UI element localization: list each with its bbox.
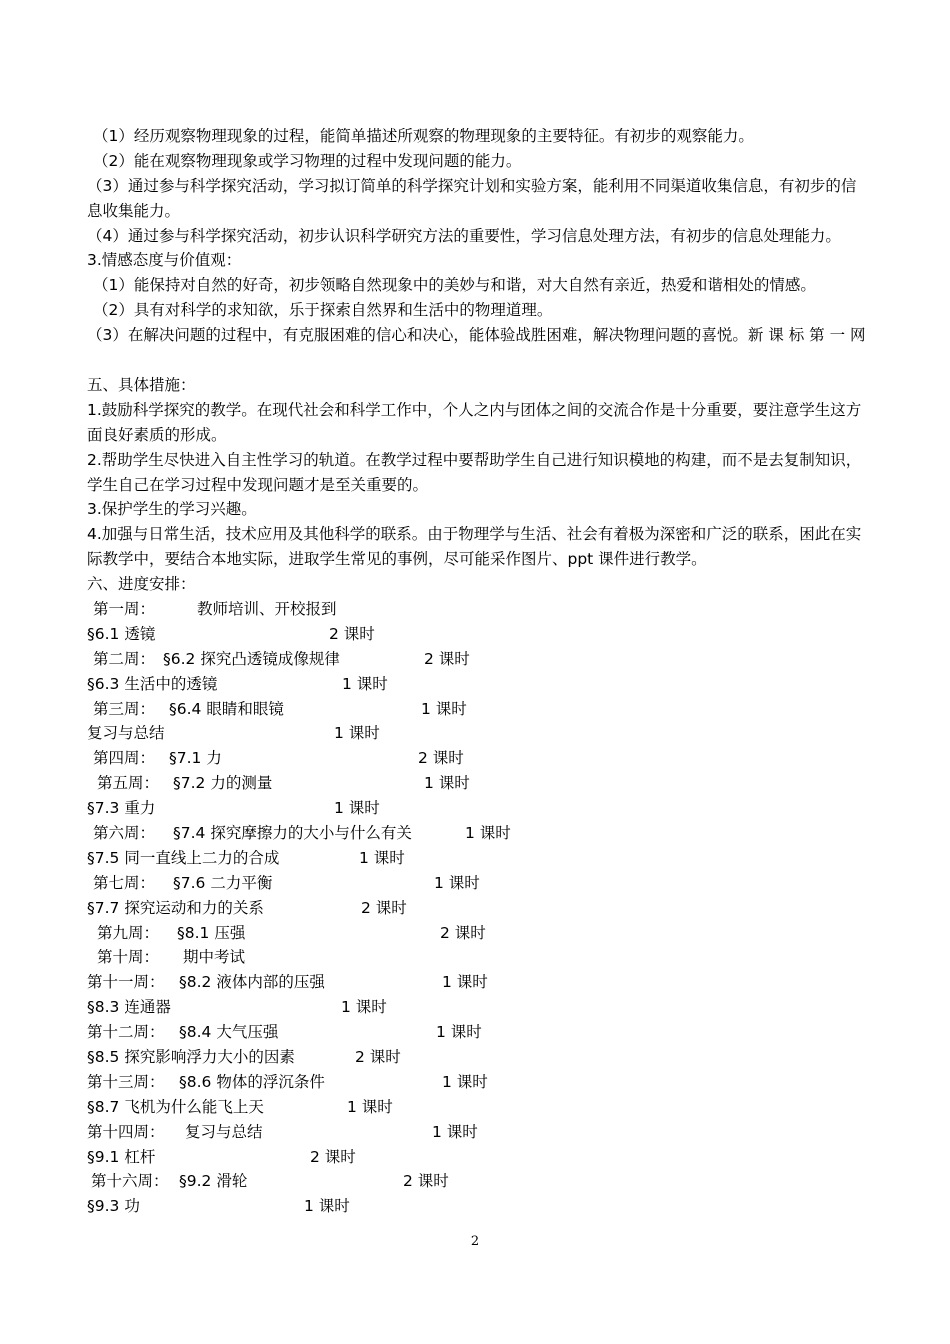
schedule-hours: 1 课时 xyxy=(434,873,480,892)
schedule-week: 第二周： xyxy=(93,649,156,668)
schedule-topic: §9.3 功 xyxy=(87,1197,140,1216)
schedule-row xyxy=(87,921,869,946)
page-content xyxy=(87,124,869,1219)
schedule-topic: §9.2 滑轮 xyxy=(179,1172,248,1191)
schedule-topic: §8.7 飞机为什么能飞上天 xyxy=(87,1097,264,1116)
schedule-hours: 2 课时 xyxy=(424,649,470,668)
schedule-hours: 1 课时 xyxy=(347,1097,393,1116)
schedule-week: 第十一周： xyxy=(87,973,165,992)
schedule-week: 第一周： xyxy=(93,600,156,618)
schedule-topic: §7.4 探究摩擦力的大小与什么有关 xyxy=(173,824,412,843)
schedule-row xyxy=(87,746,869,771)
schedule-row xyxy=(87,1070,869,1095)
schedule-topic: 期中考试 xyxy=(183,948,246,967)
schedule-topic: §9.1 杠杆 xyxy=(87,1147,156,1166)
schedule-row xyxy=(87,970,869,995)
schedule-topic: §7.7 探究运动和力的关系 xyxy=(87,898,264,917)
schedule-hours: 2 课时 xyxy=(440,923,486,942)
objective-emotion-2: （2）具有对科学的求知欲，乐于探索自然界和生活中的物理道理。 xyxy=(93,301,553,320)
schedule-hours: 1 课时 xyxy=(442,973,488,992)
schedule-row xyxy=(87,597,869,622)
schedule-hours: 1 课时 xyxy=(341,998,387,1017)
page-number: 2 xyxy=(470,1234,480,1249)
section-heading-emotion: 3.情感态度与价值观： xyxy=(87,251,242,270)
schedule-week: 第九周： xyxy=(97,923,160,942)
schedule-topic: 复习与总结 xyxy=(87,724,165,743)
schedule-row xyxy=(87,821,869,846)
section-heading-schedule: 六、进度安排： xyxy=(87,575,196,594)
schedule-topic: §8.3 连通器 xyxy=(87,998,171,1017)
schedule-row xyxy=(87,896,869,921)
objective-emotion-3: （3）在解决问题的过程中，有克服困难的信心和决心，能体验战胜困难，解决物理问题的喜悦。新 课 标 第 一 网 xyxy=(87,326,866,345)
schedule-row xyxy=(87,871,869,896)
section-heading-measures: 五、具体措施： xyxy=(87,375,196,394)
schedule-hours: 1 课时 xyxy=(436,1023,482,1042)
schedule-week: 第四周： xyxy=(93,749,156,768)
schedule-row xyxy=(87,1095,869,1120)
objective-process-4: （4）通过参与科学探究活动，初步认识科学研究方法的重要性，学习信息处理方法，有初步的信息处理能力。 xyxy=(87,226,841,245)
measure-2: 2.帮助学生尽快进入自主性学习的轨道。在教学过程中要帮助学生自己进行知识模地的构建，而不是去复制知识，学生自己在学习过程中发现问题才是至关重要的。 xyxy=(87,450,862,494)
schedule-hours: 1 课时 xyxy=(465,824,511,843)
schedule-topic: §8.1 压强 xyxy=(177,923,246,942)
measure-4: 4.加强与日常生活，技术应用及其他科学的联系。由于物理学与生活、社会有着极为深密和广泛的联系，困此在实际教学中，要结合本地实际，进取学生常见的事例，尽可能采作图片、ppt 课件进行教学。 xyxy=(87,525,862,569)
schedule-row xyxy=(87,697,869,722)
objective-process-2: （2）能在观察物理现象或学习物理的过程中发现问题的能力。 xyxy=(93,151,522,170)
schedule-topic: §7.5 同一直线上二力的合成 xyxy=(87,848,280,867)
schedule-topic: §7.6 二力平衡 xyxy=(173,873,273,892)
schedule-topic: §6.4 眼睛和眼镜 xyxy=(169,699,284,718)
schedule-hours: 2 课时 xyxy=(355,1048,401,1067)
schedule-row xyxy=(87,796,869,821)
objective-process-1: （1）经历观察物理现象的过程，能简单描述所观察的物理现象的主要特征。有初步的观察能力。 xyxy=(93,127,754,145)
objective-emotion-1: （1）能保持对自然的好奇，初步领略自然现象中的美妙与和谐，对大自然有亲近，热爱和谐相处的情感。 xyxy=(93,276,816,295)
schedule-hours: 1 课时 xyxy=(442,1072,488,1091)
measure-3: 3.保护学生的学习兴趣。 xyxy=(87,500,257,519)
schedule-row xyxy=(87,771,869,796)
schedule-week: 第十二周： xyxy=(87,1023,165,1042)
schedule-hours: 1 课时 xyxy=(424,774,470,793)
schedule-hours: 1 课时 xyxy=(334,799,380,818)
schedule-topic: §7.3 重力 xyxy=(87,799,156,818)
schedule-topic: §6.2 探究凸透镜成像规律 xyxy=(163,649,340,668)
schedule-row xyxy=(87,995,869,1020)
schedule-topic: §8.6 物体的浮沉条件 xyxy=(179,1072,325,1091)
schedule-topic: §7.1 力 xyxy=(169,749,222,768)
schedule-topic: §6.1 透镜 xyxy=(87,624,156,643)
schedule-topic: §7.2 力的测量 xyxy=(173,774,273,793)
schedule-topic: §6.3 生活中的透镜 xyxy=(87,674,218,693)
schedule-row xyxy=(87,1045,869,1070)
measure-1: 1.鼓励科学探究的教学。在现代社会和科学工作中，个人之内与团体之间的交流合作是十分重要，要注意学生这方面良好素质的形成。 xyxy=(87,400,862,444)
schedule-row xyxy=(87,672,869,697)
schedule-row xyxy=(87,721,869,746)
schedule-hours: 1 课时 xyxy=(421,699,467,718)
schedule-hours: 2 课时 xyxy=(310,1147,356,1166)
schedule-row xyxy=(87,622,869,647)
schedule-topic: §8.2 液体内部的压强 xyxy=(179,973,325,992)
schedule-row xyxy=(87,1145,869,1170)
schedule-topic: 教师培训、开校报到 xyxy=(197,600,337,618)
schedule-topic: 复习与总结 xyxy=(185,1122,263,1141)
schedule-row xyxy=(87,1020,869,1045)
schedule-week: 第六周： xyxy=(93,824,156,843)
schedule-row xyxy=(87,647,869,672)
schedule-hours: 1 课时 xyxy=(359,848,405,867)
schedule-hours: 2 课时 xyxy=(403,1172,449,1191)
schedule-row xyxy=(87,846,869,871)
schedule-hours: 1 课时 xyxy=(304,1197,350,1216)
schedule-week: 第十四周： xyxy=(87,1122,165,1141)
schedule-row xyxy=(87,945,869,970)
schedule-row xyxy=(87,1120,869,1145)
schedule-hours: 1 课时 xyxy=(334,724,380,743)
schedule-hours: 2 课时 xyxy=(329,624,375,643)
schedule-week: 第三周： xyxy=(93,699,156,718)
objective-process-3: （3）通过参与科学探究活动，学习拟订简单的科学探究计划和实验方案，能利用不同渠道收集信息，有初步的信息收集能力。 xyxy=(87,176,857,220)
schedule-row xyxy=(87,1194,869,1219)
schedule-week: 第十六周： xyxy=(91,1172,169,1191)
schedule-hours: 1 课时 xyxy=(342,674,388,693)
schedule-week: 第五周： xyxy=(97,774,160,793)
schedule-week: 第十周： xyxy=(97,948,160,967)
schedule-row xyxy=(87,1169,869,1194)
schedule-hours: 1 课时 xyxy=(432,1122,478,1141)
schedule-week: 第七周： xyxy=(93,873,156,892)
schedule-topic: §8.4 大气压强 xyxy=(179,1023,279,1042)
schedule-hours: 2 课时 xyxy=(361,898,407,917)
schedule-hours: 2 课时 xyxy=(418,749,464,768)
schedule-week: 第十三周： xyxy=(87,1072,165,1091)
schedule-topic: §8.5 探究影响浮力大小的因素 xyxy=(87,1048,295,1067)
